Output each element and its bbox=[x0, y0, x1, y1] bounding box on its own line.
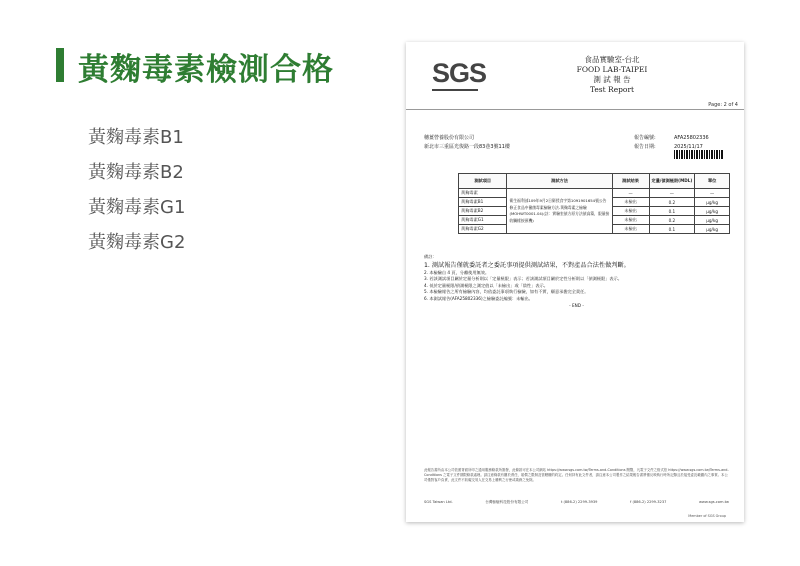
report-date-label: 報告日期: bbox=[634, 144, 656, 150]
lab-name-en: FOOD LAB-TAIPEI bbox=[576, 65, 648, 74]
sgs-logo: SGS bbox=[432, 58, 487, 88]
company-name-zh: 台灣檢驗科技股份有限公司 bbox=[485, 500, 529, 504]
client-address: 新北市三重區光復路一段83巷3號11樓 bbox=[424, 144, 510, 150]
end-marker: - END - bbox=[569, 302, 584, 308]
result-cell: — bbox=[612, 189, 649, 198]
unit-cell: μg/kg bbox=[695, 216, 730, 225]
toxin-item: 黃麴毒素B1 bbox=[88, 127, 184, 148]
report-no: AFA25802336 bbox=[674, 135, 709, 141]
member-text: Member of SGS Group bbox=[688, 514, 726, 518]
mdl-cell: 0.1 bbox=[649, 207, 695, 216]
lab-name-zh: 食品實驗室-台北 bbox=[584, 55, 640, 64]
result-cell: 未檢出 bbox=[612, 198, 649, 207]
note-2: 2. 本檢驗自 4 頁，分離使用無效。 bbox=[424, 269, 490, 275]
note-3: 3. 若該測試項目屬於定量分析則以「定量極限」表示；若該測試項目屬於定性分析則以「偵測極限」表示。 bbox=[424, 276, 622, 282]
client-name: 穗薑營養股份有限公司 bbox=[424, 135, 475, 141]
company-tel: t (886-2) 2299-3939 bbox=[560, 500, 598, 504]
title-accent-bar bbox=[56, 48, 64, 82]
page-number: Page: 2 of 4 bbox=[708, 102, 738, 108]
result-cell: 未檢出 bbox=[612, 216, 649, 225]
toxin-item: 黃麴毒素G2 bbox=[88, 232, 186, 253]
note-4: 4. 低於定量極限/偵測極限之測定值以「未檢出」或「陰性」表示。 bbox=[424, 282, 548, 288]
unit-cell: μg/kg bbox=[695, 207, 730, 216]
table-row bbox=[459, 189, 730, 198]
logo-underline bbox=[432, 89, 478, 91]
result-cell: 未檢出 bbox=[612, 225, 649, 234]
toxin-item: 黃麴毒素B2 bbox=[88, 162, 184, 183]
item-cell: 黃麴毒素B2 bbox=[459, 207, 507, 216]
lab-header bbox=[556, 55, 668, 95]
col-header: 單位 bbox=[695, 174, 730, 189]
report-title-en: Test Report bbox=[589, 85, 635, 94]
mdl-cell: 0.2 bbox=[649, 216, 695, 225]
report-title-zh: 測 試 報 告 bbox=[593, 75, 631, 84]
col-header: 定量/偵測極限(MDL) bbox=[649, 174, 695, 189]
test-report-image bbox=[406, 42, 744, 522]
report-footer: 此報告書所由本公司依照背面所印之通用服務條款所簽發，此條款可在本公司網站 https://www.sgs.com.tw/Terms-and-Conditions 閱覽，凡電子文件之格式依 https://www.sgs.com.tw/Terms-and-Conditions 之電子文件期限條款處理。請注意條款有關於責任、賠償之限制及管轄權的約定。任何持有此文件者，請注意本公司製作之結果報告書將僅反映執行時所記錄且於接受委託範圍內之事實。本公司僅對客戶負責，此文件不妨礙交易人在交易上權利之行使或義務之免除。 bbox=[424, 468, 729, 482]
unit-cell: — bbox=[695, 189, 730, 198]
company-address-bar bbox=[424, 500, 729, 505]
report-no-label: 報告編號: bbox=[634, 135, 656, 141]
report-date: 2025/11/17 bbox=[674, 144, 703, 150]
mdl-cell: 0.2 bbox=[649, 198, 695, 207]
toxin-item: 黃麴毒素G1 bbox=[88, 197, 186, 218]
company-fax: f (886-2) 2299-3237 bbox=[630, 500, 667, 504]
results-table bbox=[458, 173, 730, 234]
method-cell: 衛生福利部109年9月2日衛授食字第1091901654號公告修正食品中黴菌毒素檢驗方法-黃麴毒素之檢驗(MOHWT0001.04)(註：實驗室偵方原方法偵高篇，限量接收觸樣接頸機) bbox=[507, 189, 612, 234]
result-cell: 未檢出 bbox=[612, 207, 649, 216]
company-name: SGS Taiwan Ltd. bbox=[424, 500, 453, 504]
col-header: 測試項目 bbox=[459, 174, 507, 189]
header-divider bbox=[406, 109, 744, 110]
note-5: 5. 本檢驗報告之所有檢驗內容，均依委託事項執行檢驗，如有不實，願意承擔完全責任。 bbox=[424, 289, 589, 295]
unit-cell: μg/kg bbox=[695, 225, 730, 234]
mdl-cell: — bbox=[649, 189, 695, 198]
item-cell: 黃麴毒素G2 bbox=[459, 225, 507, 234]
item-cell: 黃麴毒素B1 bbox=[459, 198, 507, 207]
item-cell: 黃麴毒素 bbox=[459, 189, 507, 198]
barcode bbox=[674, 150, 724, 159]
report-notes bbox=[424, 254, 729, 309]
note-6: 6. 本測試報告(AFA25802336)之檢驗委託編號：未輸出。 bbox=[424, 295, 533, 301]
col-header: 測試結果 bbox=[612, 174, 649, 189]
item-cell: 黃麴毒素G1 bbox=[459, 216, 507, 225]
col-header: 測試方法 bbox=[507, 174, 612, 189]
client-info bbox=[424, 134, 510, 152]
toxin-list bbox=[88, 120, 185, 260]
company-web: www.sgs.com.tw bbox=[698, 500, 729, 504]
note-1: 1. 測試報告僅就委託者之委託事項提供測試結果，不對產品合法性做判斷。 bbox=[424, 261, 630, 269]
notes-label: 備註： bbox=[424, 254, 437, 259]
unit-cell: μg/kg bbox=[695, 198, 730, 207]
mdl-cell: 0.1 bbox=[649, 225, 695, 234]
page-title: 黃麴毒素檢測合格 bbox=[78, 52, 334, 88]
